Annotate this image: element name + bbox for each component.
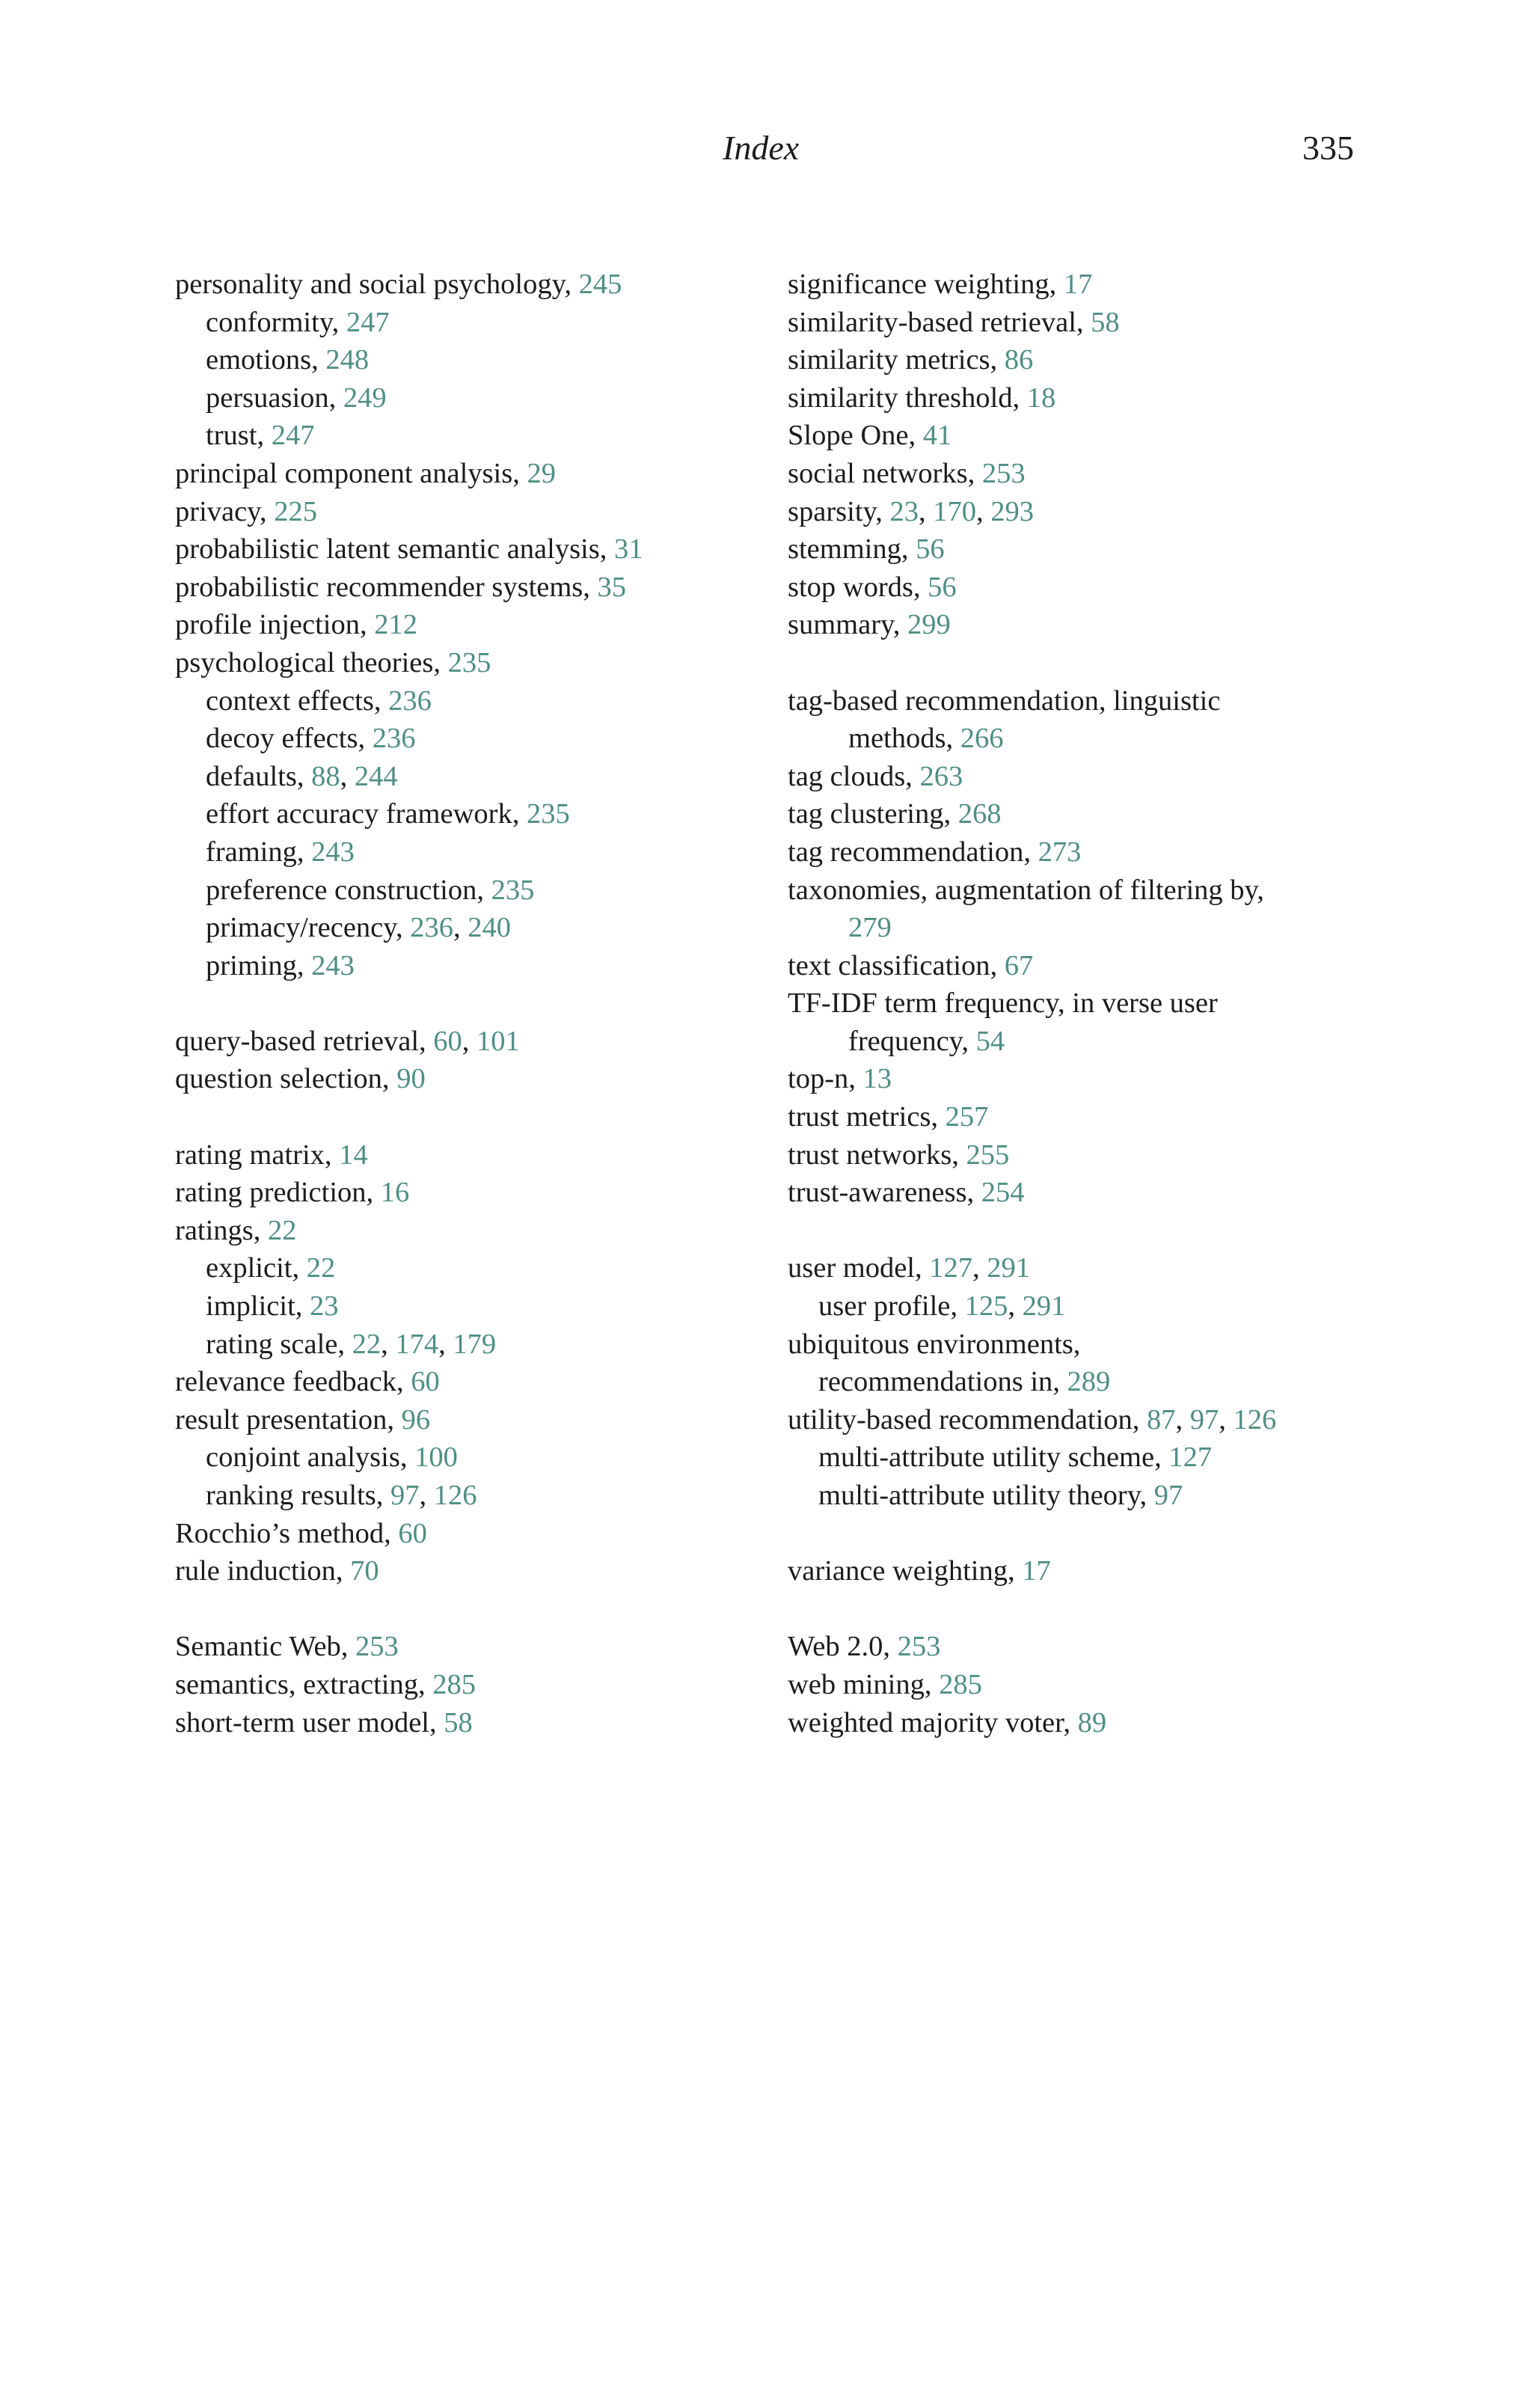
index-entry bbox=[175, 1212, 759, 1250]
page-ref-separator: , bbox=[976, 495, 991, 527]
page-ref-link[interactable]: 291 bbox=[1022, 1290, 1066, 1323]
page-ref-link[interactable]: 22 bbox=[352, 1328, 382, 1360]
entry-term: context effects, bbox=[206, 684, 389, 717]
entry-term: defaults, bbox=[206, 760, 312, 792]
entry-term: frequency, bbox=[848, 1025, 976, 1057]
index-entry bbox=[175, 1704, 759, 1742]
page-ref-separator: , bbox=[453, 912, 468, 944]
page-ref-link[interactable]: 179 bbox=[453, 1328, 497, 1360]
page-ref-link[interactable]: 212 bbox=[374, 609, 417, 641]
entry-term: web mining, bbox=[788, 1668, 940, 1700]
index-entry-continuation bbox=[788, 909, 1371, 947]
page-ref-link[interactable]: 14 bbox=[339, 1139, 368, 1171]
entry-term: probabilistic latent semantic analysis, bbox=[175, 533, 614, 566]
page-ref-link[interactable]: 255 bbox=[966, 1139, 1010, 1171]
entry-term: personality and social psychology, bbox=[175, 269, 579, 300]
page-ref-link[interactable]: 126 bbox=[1233, 1403, 1277, 1436]
index-subentry bbox=[788, 1287, 1371, 1326]
running-head bbox=[0, 126, 1532, 171]
index-subentry bbox=[175, 795, 759, 833]
entry-term: utility-based recommendation, bbox=[788, 1403, 1148, 1436]
index-entry bbox=[788, 1174, 1371, 1212]
page-ref-link[interactable]: 90 bbox=[396, 1063, 426, 1095]
page-ref-separator: , bbox=[1175, 1403, 1190, 1436]
page-ref-link[interactable]: 56 bbox=[916, 533, 945, 566]
page-ref-separator: , bbox=[381, 1328, 396, 1360]
page-number: 335 bbox=[1302, 129, 1354, 167]
index-entry bbox=[175, 606, 759, 644]
index-column-left bbox=[175, 266, 759, 1741]
index-entry bbox=[175, 1174, 759, 1212]
index-entry bbox=[788, 947, 1371, 985]
page-ref-link[interactable]: 31 bbox=[613, 533, 643, 566]
index-subentry bbox=[175, 304, 759, 342]
index-entry bbox=[175, 1023, 759, 1061]
entry-term: tag clustering, bbox=[788, 798, 958, 830]
page-ref-link[interactable]: 23 bbox=[310, 1290, 339, 1323]
index-entry bbox=[175, 644, 759, 682]
page-ref-link[interactable]: 253 bbox=[897, 1631, 941, 1663]
page-ref-link[interactable]: 101 bbox=[477, 1025, 520, 1057]
entry-gap bbox=[788, 1590, 1371, 1629]
page-ref-separator: , bbox=[462, 1025, 477, 1057]
index-entry bbox=[788, 758, 1371, 796]
page-ref-link[interactable]: 254 bbox=[981, 1177, 1025, 1209]
page-ref-link[interactable]: 235 bbox=[491, 874, 535, 906]
entry-gap bbox=[788, 644, 1371, 682]
index-entry bbox=[788, 569, 1371, 607]
entry-term: top-n, bbox=[788, 1063, 863, 1095]
page-ref-link[interactable]: 97 bbox=[390, 1480, 420, 1511]
index-entry bbox=[788, 682, 1371, 720]
page-ref-link[interactable]: 248 bbox=[325, 344, 370, 376]
index-entry bbox=[788, 493, 1371, 531]
page-ref-link[interactable]: 60 bbox=[411, 1366, 440, 1398]
entry-term: probabilistic recommender systems, bbox=[175, 571, 598, 603]
index-entry bbox=[788, 1060, 1371, 1098]
page-ref-link[interactable]: 268 bbox=[958, 798, 1002, 830]
page-ref-link[interactable]: 89 bbox=[1077, 1706, 1107, 1738]
page-ref-link[interactable]: 126 bbox=[433, 1480, 477, 1511]
entry-term: rating matrix, bbox=[175, 1139, 340, 1171]
entry-term: Web 2.0, bbox=[788, 1631, 898, 1663]
index-subentry bbox=[175, 871, 759, 910]
index-entry bbox=[175, 530, 759, 569]
index-subentry bbox=[175, 1439, 759, 1477]
index-entry bbox=[788, 606, 1371, 644]
page-ref-link[interactable]: 293 bbox=[990, 495, 1035, 527]
index-subentry bbox=[175, 417, 759, 455]
entry-term: social networks, bbox=[788, 457, 982, 489]
entry-term: principal component analysis, bbox=[175, 457, 527, 489]
entry-term: rating scale, bbox=[206, 1328, 352, 1360]
index-entry-continuation bbox=[788, 720, 1371, 758]
page-ref-link[interactable]: 235 bbox=[526, 798, 570, 830]
entry-term: trust networks, bbox=[788, 1139, 966, 1171]
index-entry bbox=[788, 1326, 1371, 1364]
index-entry-continuation bbox=[788, 1023, 1371, 1061]
index-entry bbox=[788, 871, 1371, 910]
entry-term: stemming, bbox=[788, 533, 916, 566]
entry-term: tag recommendation, bbox=[788, 836, 1038, 868]
index-subentry bbox=[175, 1326, 759, 1364]
entry-term: question selection, bbox=[175, 1063, 397, 1095]
entry-term: psychological theories, bbox=[175, 646, 448, 678]
index-entry bbox=[788, 1704, 1371, 1742]
page-ref-link[interactable]: 236 bbox=[372, 723, 416, 755]
page-ref-link[interactable]: 97 bbox=[1189, 1403, 1219, 1436]
entry-term: tag-based recommendation, linguistic bbox=[788, 684, 1221, 717]
page-ref-link[interactable]: 60 bbox=[433, 1025, 462, 1057]
entry-term: short-term user model, bbox=[175, 1706, 444, 1738]
index-entry bbox=[175, 1401, 759, 1439]
index-subentry bbox=[175, 833, 759, 871]
index-entry bbox=[788, 341, 1371, 379]
entry-term: taxonomies, augmentation of filtering by, bbox=[788, 874, 1264, 906]
entry-term: framing, bbox=[206, 836, 312, 868]
page-ref-link[interactable]: 96 bbox=[401, 1403, 431, 1436]
index-entry bbox=[175, 1136, 759, 1174]
entry-gap bbox=[788, 1212, 1371, 1250]
index-subentry bbox=[175, 379, 759, 417]
entry-term: similarity metrics, bbox=[788, 344, 1005, 376]
entry-term: Slope One, bbox=[788, 420, 923, 452]
page-ref-link[interactable]: 240 bbox=[468, 912, 512, 944]
index-subentry bbox=[175, 1477, 759, 1515]
entry-term: weighted majority voter, bbox=[788, 1706, 1078, 1738]
page-ref-link[interactable]: 236 bbox=[388, 684, 432, 717]
index-entry bbox=[788, 304, 1371, 342]
page-ref-link[interactable]: 70 bbox=[350, 1555, 379, 1587]
entry-term: decoy effects, bbox=[206, 723, 373, 755]
entry-term: conformity, bbox=[206, 306, 346, 338]
page-ref-link[interactable]: 266 bbox=[960, 723, 1004, 755]
page-ref-link[interactable]: 273 bbox=[1038, 836, 1082, 868]
entry-term: methods, bbox=[848, 723, 960, 755]
page-ref-link[interactable]: 247 bbox=[271, 420, 315, 452]
index-entry bbox=[175, 455, 759, 493]
index-entry bbox=[788, 530, 1371, 569]
entry-term: user profile, bbox=[818, 1290, 965, 1323]
page-ref-link[interactable]: 29 bbox=[527, 457, 556, 489]
index-subentry bbox=[175, 1287, 759, 1326]
entry-term: stop words, bbox=[788, 571, 928, 603]
entry-term: user model, bbox=[788, 1252, 930, 1284]
page-ref-link[interactable]: 100 bbox=[414, 1442, 458, 1474]
entry-term: text classification, bbox=[788, 949, 1005, 981]
index-entry bbox=[788, 795, 1371, 833]
entry-term: trust, bbox=[206, 420, 272, 452]
index-entry bbox=[788, 1401, 1371, 1439]
index-entry bbox=[788, 379, 1371, 417]
entry-term: multi-attribute utility theory, bbox=[818, 1480, 1154, 1511]
page-ref-link[interactable]: 243 bbox=[311, 836, 355, 868]
index-entry bbox=[788, 1666, 1371, 1704]
page-ref-link[interactable]: 87 bbox=[1147, 1403, 1176, 1436]
entry-term: relevance feedback, bbox=[175, 1366, 411, 1398]
page-ref-link[interactable]: 249 bbox=[343, 382, 387, 414]
entry-term: Semantic Web, bbox=[175, 1631, 356, 1663]
entry-term: query-based retrieval, bbox=[175, 1025, 434, 1057]
entry-term: preference construction, bbox=[206, 874, 491, 906]
index-subentry bbox=[175, 720, 759, 758]
page-ref-separator: , bbox=[340, 760, 355, 792]
entry-term: ubiquitous environments, bbox=[788, 1328, 1081, 1360]
page-ref-separator: , bbox=[419, 1480, 434, 1511]
index-entry bbox=[175, 1363, 759, 1401]
page-ref-link[interactable]: 235 bbox=[447, 646, 491, 678]
entry-term: primacy/recency, bbox=[206, 912, 411, 944]
entry-term: variance weighting, bbox=[788, 1555, 1023, 1587]
page-ref-separator: , bbox=[1008, 1290, 1023, 1323]
page-ref-link[interactable]: 253 bbox=[981, 457, 1026, 489]
entry-term: semantics, extracting, bbox=[175, 1668, 433, 1700]
page-ref-link[interactable]: 285 bbox=[432, 1668, 476, 1700]
index-subentry bbox=[788, 1439, 1371, 1477]
page-ref-link[interactable]: 279 bbox=[848, 912, 892, 944]
page-ref-separator: , bbox=[919, 495, 934, 527]
page-ref-link[interactable]: 236 bbox=[410, 912, 454, 944]
entry-term: trust metrics, bbox=[788, 1101, 946, 1133]
page-ref-link[interactable]: 244 bbox=[354, 760, 398, 792]
page-ref-link[interactable]: 225 bbox=[274, 495, 317, 527]
index-entry bbox=[788, 1098, 1371, 1136]
page-ref-link[interactable]: 127 bbox=[929, 1252, 972, 1284]
entry-term: ratings, bbox=[175, 1214, 269, 1246]
index-subentry bbox=[175, 909, 759, 947]
page-ref-link[interactable]: 174 bbox=[395, 1328, 439, 1360]
page-ref-link[interactable]: 285 bbox=[939, 1668, 982, 1700]
index-subentry bbox=[175, 682, 759, 720]
entry-term: conjoint analysis, bbox=[206, 1442, 415, 1474]
index-entry bbox=[788, 1136, 1371, 1174]
index-column-right bbox=[788, 266, 1371, 1741]
index-entry bbox=[788, 1552, 1371, 1590]
page-ref-link[interactable]: 289 bbox=[1067, 1366, 1111, 1398]
entry-term: sparsity, bbox=[788, 495, 890, 527]
page-ref-separator: , bbox=[438, 1328, 453, 1360]
index-entry bbox=[175, 493, 759, 531]
entry-term: persuasion, bbox=[206, 382, 343, 414]
page-ref-link[interactable]: 16 bbox=[380, 1177, 410, 1209]
index-entry bbox=[175, 1060, 759, 1098]
page-ref-link[interactable]: 245 bbox=[578, 269, 622, 300]
index-entry bbox=[788, 1628, 1371, 1666]
entry-term: priming, bbox=[206, 949, 312, 981]
entry-gap bbox=[175, 984, 759, 1023]
entry-term: similarity threshold, bbox=[788, 382, 1027, 414]
entry-term: significance weighting, bbox=[788, 269, 1064, 300]
page-ref-link[interactable]: 263 bbox=[919, 760, 963, 792]
page-ref-link[interactable]: 60 bbox=[398, 1517, 427, 1549]
index-entry bbox=[175, 1628, 759, 1666]
page-ref-link[interactable]: 125 bbox=[964, 1290, 1008, 1323]
entry-term: similarity-based retrieval, bbox=[788, 306, 1091, 338]
page-ref-link[interactable]: 253 bbox=[355, 1631, 399, 1663]
page-ref-link[interactable]: 257 bbox=[945, 1101, 989, 1133]
entry-gap bbox=[175, 1590, 759, 1629]
entry-term: Rocchio’s method, bbox=[175, 1517, 399, 1549]
page-ref-link[interactable]: 17 bbox=[1022, 1555, 1051, 1587]
page-ref-link[interactable]: 243 bbox=[311, 949, 355, 981]
entry-term: privacy, bbox=[175, 495, 275, 527]
page-ref-link[interactable]: 67 bbox=[1004, 949, 1034, 981]
entry-term: TF-IDF term frequency, in verse user bbox=[788, 987, 1218, 1020]
page-ref-link[interactable]: 291 bbox=[987, 1252, 1030, 1284]
page-ref-link[interactable]: 88 bbox=[311, 760, 340, 792]
page-ref-link[interactable]: 23 bbox=[889, 495, 919, 527]
entry-term: result presentation, bbox=[175, 1403, 402, 1436]
page-ref-link[interactable]: 127 bbox=[1168, 1442, 1213, 1474]
page-ref-link[interactable]: 17 bbox=[1063, 269, 1093, 300]
entry-term: tag clouds, bbox=[788, 760, 920, 792]
index-entry bbox=[175, 1552, 759, 1590]
index-entry bbox=[788, 455, 1371, 493]
index-entry bbox=[788, 266, 1371, 304]
index-entry bbox=[788, 833, 1371, 871]
entry-term: ranking results, bbox=[206, 1480, 390, 1511]
entry-term: implicit, bbox=[206, 1290, 310, 1323]
page-ref-link[interactable]: 22 bbox=[306, 1252, 336, 1284]
entry-term: rule induction, bbox=[175, 1555, 351, 1587]
index-subentry bbox=[175, 341, 759, 379]
page-ref-link[interactable]: 97 bbox=[1153, 1480, 1183, 1511]
index-entry bbox=[788, 417, 1371, 455]
entry-term: summary, bbox=[788, 609, 908, 641]
entry-term: trust-awareness, bbox=[788, 1177, 981, 1209]
index-subentry bbox=[175, 758, 759, 796]
page-ref-separator: , bbox=[972, 1252, 987, 1284]
index-subentry bbox=[175, 1249, 759, 1287]
entry-term: recommendations in, bbox=[818, 1366, 1067, 1398]
entry-term: emotions, bbox=[206, 344, 326, 376]
page-ref-link[interactable]: 13 bbox=[862, 1063, 892, 1095]
entry-term: effort accuracy framework, bbox=[206, 798, 527, 830]
index-subentry bbox=[788, 1477, 1371, 1515]
page-ref-separator: , bbox=[1219, 1403, 1234, 1436]
page-ref-link[interactable]: 170 bbox=[933, 495, 977, 527]
page-ref-link[interactable]: 18 bbox=[1026, 382, 1056, 414]
page-ref-link[interactable]: 35 bbox=[597, 571, 627, 603]
page-ref-link[interactable]: 86 bbox=[1004, 344, 1034, 376]
index-entry bbox=[175, 1666, 759, 1704]
index-subentry bbox=[175, 947, 759, 985]
entry-gap bbox=[175, 1098, 759, 1136]
index-entry bbox=[175, 569, 759, 607]
entry-term: rating prediction, bbox=[175, 1177, 381, 1209]
entry-term: explicit, bbox=[206, 1252, 307, 1284]
page-ref-link[interactable]: 41 bbox=[922, 420, 952, 452]
running-title: Index bbox=[723, 129, 800, 167]
page-ref-link[interactable]: 56 bbox=[928, 571, 957, 603]
index-entry bbox=[175, 1515, 759, 1553]
page-ref-link[interactable]: 58 bbox=[444, 1706, 473, 1738]
index-subentry bbox=[788, 1363, 1371, 1401]
page-ref-link[interactable]: 58 bbox=[1091, 306, 1120, 338]
index-entry bbox=[175, 266, 759, 304]
page-ref-link[interactable]: 22 bbox=[268, 1214, 297, 1246]
index-entry bbox=[788, 1249, 1371, 1287]
entry-gap bbox=[788, 1515, 1371, 1553]
page-ref-link[interactable]: 54 bbox=[975, 1025, 1005, 1057]
index-entry bbox=[788, 984, 1371, 1023]
page-ref-link[interactable]: 299 bbox=[907, 609, 951, 641]
entry-term: profile injection, bbox=[175, 609, 375, 641]
page-ref-link[interactable]: 247 bbox=[346, 306, 390, 338]
entry-term: multi-attribute utility scheme, bbox=[818, 1442, 1169, 1474]
